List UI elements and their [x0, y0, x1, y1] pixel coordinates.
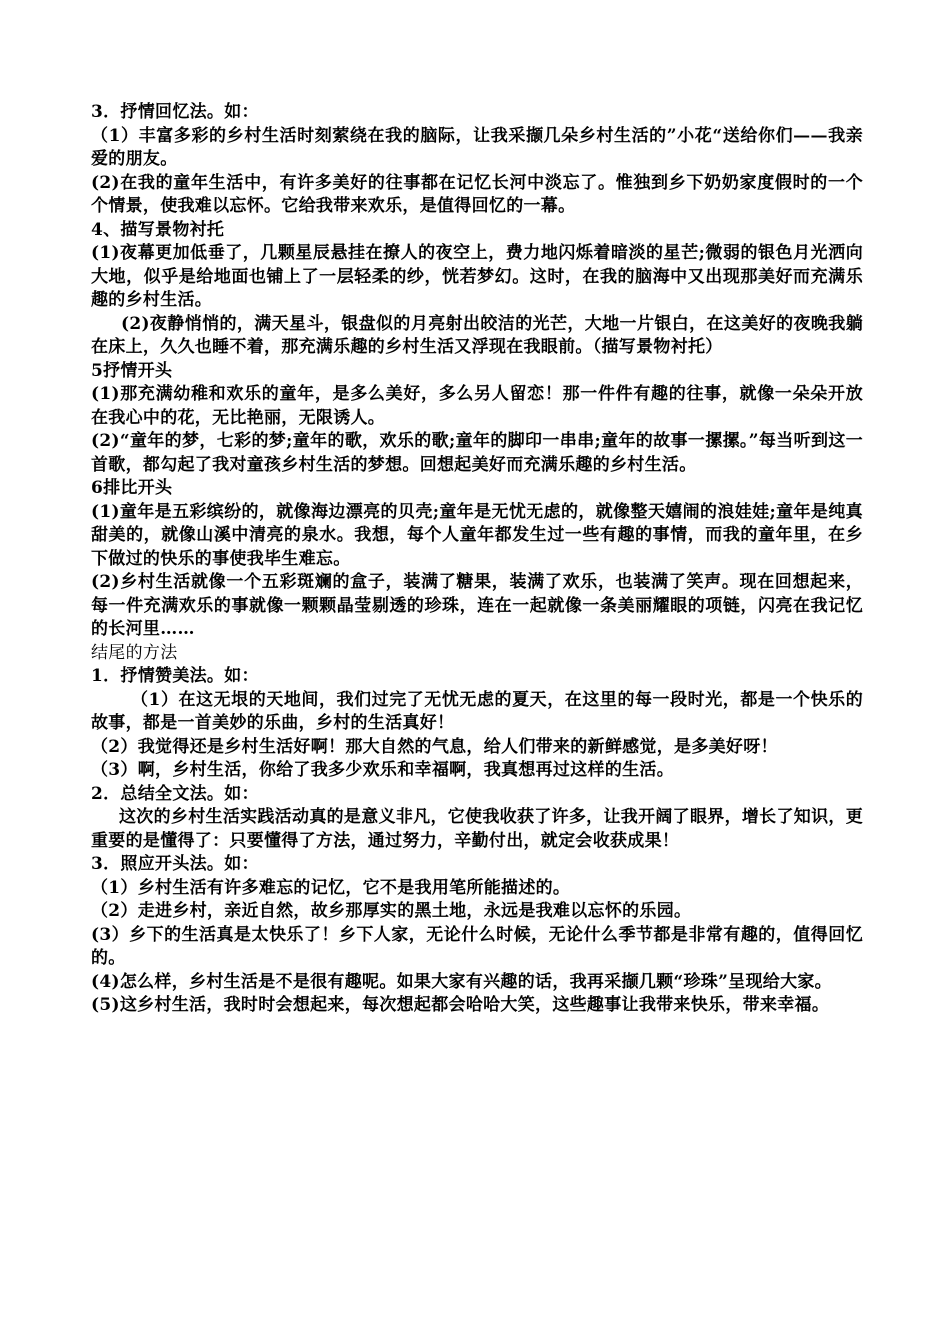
section-heading-5: 5抒情开头	[91, 360, 173, 381]
paragraph: （1）在这无垠的天地间，我们过完了无忧无虑的夏天，在这里的每一段时光，都是一个快乐的故事，都是一首美妙的乐曲，乡村的生活真好！	[91, 689, 863, 733]
paragraph: （2）走进乡村，亲近自然，故乡那厚实的黑土地，永远是我难以忘怀的乐园。	[91, 901, 692, 921]
paragraph: (1)夜幕更加低垂了，几颗星辰悬挂在撩人的夜空上，费力地闪烁着暗淡的星芒;微弱的银色月光洒向大地，似乎是给地面也铺上了一层轻柔的纱，恍若梦幻。这时，在我的脑海中又出现那美好而充满乐趣的乡村生活。	[91, 243, 863, 310]
section-heading-6: 6排比开头	[91, 478, 173, 498]
paragraph: (2)乡村生活就像一个五彩斑斓的盒子，装满了糖果，装满了欢乐，也装满了笑声。现在回想起来，每一件充满欢乐的事就像一颗颗晶莹剔透的珍珠，连在一起就像一条美丽耀眼的项链，闪亮在我记忆的长河里……	[91, 572, 863, 639]
section-heading-4: 4、描写景物衬托	[91, 219, 225, 240]
paragraph: (4)怎么样，乡村生活是不是很有趣呢。如果大家有兴趣的话，我再采撷几颗“珍珠”呈现给大家。	[91, 971, 832, 992]
section-heading-3: 3．抒情回忆法。如：	[91, 102, 259, 122]
paragraph: (3）乡下的生活真是太快乐了！乡下人家，无论什么时候，无论什么季节都是非常有趣的，值得回忆的。	[91, 924, 863, 968]
paragraph: (1)那充满幼稚和欢乐的童年，是多么美好，多么另人留恋！那一件件有趣的往事，就像一朵朵开放在我心中的花，无比艳丽，无限诱人。	[91, 384, 863, 428]
paragraph: （3）啊，乡村生活，你给了我多少欢乐和幸福啊，我真想再过这样的生活。	[91, 760, 675, 780]
paragraph: (2)“童年的梦，七彩的梦;童年的歌，欢乐的歌;童年的脚印一串串;童年的故事一摞摞。”每当听到这一首歌，都勾起了我对童孩乡村生活的梦想。回想起美好而充满乐趣的乡村生活。	[91, 431, 863, 475]
paragraph: （2）我觉得还是乡村生活好啊！那大自然的气息，给人们带来的新鲜感觉，是多美好呀！	[91, 736, 778, 757]
document-page	[91, 101, 863, 1018]
subheading-ending-3: 3．照应开头法。如：	[91, 854, 259, 874]
paragraph: (2)夜静悄悄的，满天星斗，银盘似的月亮射出皎洁的光芒，大地一片银白，在这美好的夜晚我躺在床上，久久也睡不着，那充满乐趣的乡村生活又浮现在我眼前。（描写景物衬托）	[91, 313, 863, 357]
paragraph: (1)童年是五彩缤纷的，就像海边漂亮的贝壳;童年是无忧无虑的，就像整天嬉闹的浪娃娃;童年是纯真甜美的，就像山溪中清亮的泉水。我想，每个人童年都发生过一些有趣的事情，而我的童年里，在乡下做过的快乐的事使我毕生难忘。	[91, 501, 863, 569]
paragraph: (2)在我的童年生活中，有许多美好的往事都在记忆长河中淡忘了。惟独到乡下奶奶家度假时的一个个情景，使我难以忘怀。它给我带来欢乐，是值得回忆的一幕。	[91, 172, 863, 216]
paragraph: (5)这乡村生活，我时时会想起来，每次想起都会哈哈大笑，这些趣事让我带来快乐，带来幸福。	[91, 995, 830, 1015]
paragraph: （1）丰富多彩的乡村生活时刻萦绕在我的脑际，让我采撷几朵乡村生活的”小花“送给你们——我亲爱的朋友。	[91, 125, 863, 169]
section-heading-ending: 结尾的方法	[91, 642, 178, 663]
paragraph: 这次的乡村生活实践活动真的是意义非凡，它使我收获了许多，让我开阔了眼界，增长了知识，更重要的是懂得了：只要懂得了方法，通过努力，辛勤付出，就定会收获成果！	[91, 807, 863, 851]
subheading-ending-2: 2．总结全文法。如：	[91, 783, 259, 804]
paragraph: （1）乡村生活有许多难忘的记忆，它不是我用笔所能描述的。	[91, 877, 571, 898]
subheading-ending-1: 1．抒情赞美法。如：	[91, 666, 259, 686]
